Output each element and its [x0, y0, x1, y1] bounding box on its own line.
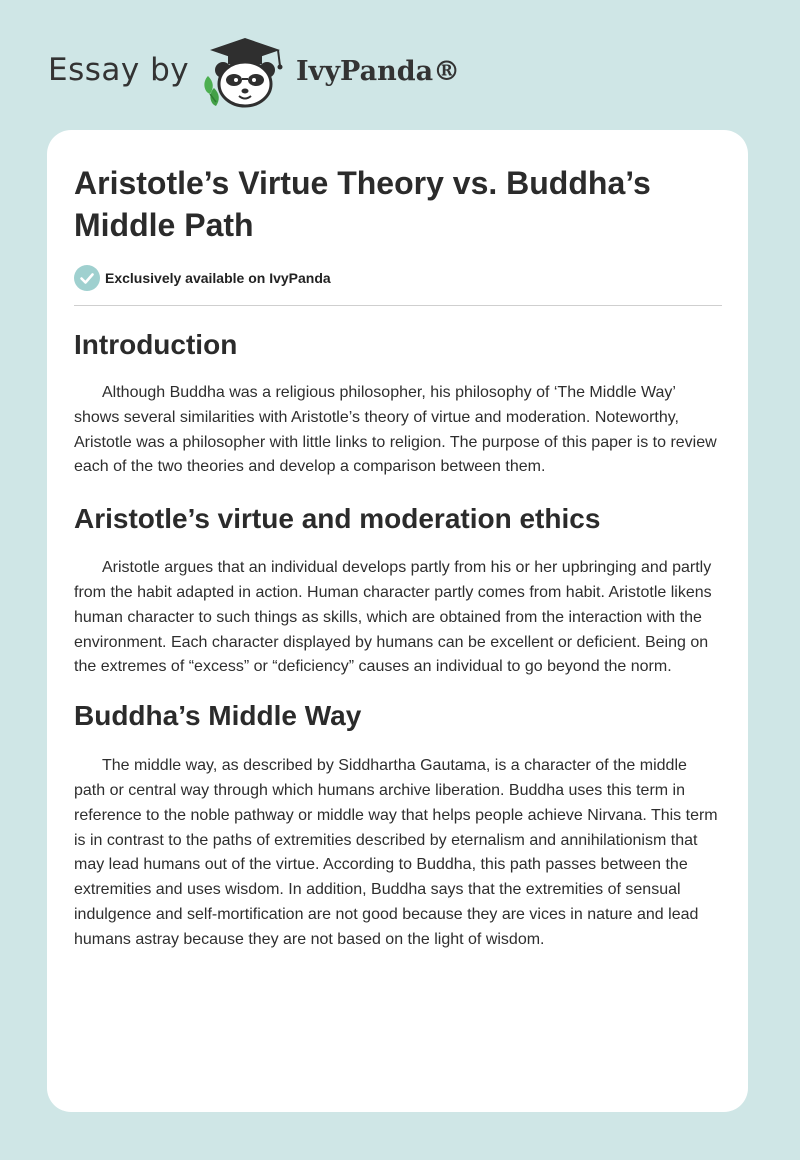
essay-card	[47, 130, 748, 1112]
exclusive-badge	[74, 264, 722, 292]
brand-prefix: Essay by	[48, 52, 190, 88]
site-header	[0, 0, 800, 130]
section-body-introduction: Although Buddha was a religious philosopher, his philosophy of ‘The Middle Way’ shows several similarities with Aristotle’s theory of virtue and moderation. Noteworthy, Aristotle was a philosopher with little links to religion. The purpose of this paper is to review each of the two theories and develop a comparison between them.	[74, 384, 717, 476]
panda-logo-icon[interactable]	[200, 36, 290, 108]
divider	[74, 305, 722, 306]
section-heading-buddha: Buddha’s Middle Way	[74, 700, 362, 732]
section-body-aristotle: Aristotle argues that an individual develops partly from his or her upbringing and partly from the habit adapted in action. Human character partly comes from habit. Aristotle likens human character to such things as skills, which are obtained from the interaction with the environment. Each character displayed by humans can be excellent or deficient. Being on the extremes of “excess” or “deficiency” causes an individual to go beyond the norm.	[74, 559, 712, 676]
section-heading-introduction: Introduction	[74, 329, 238, 360]
badge-text: Exclusively available on IvyPanda	[105, 270, 331, 286]
section-heading-aristotle: Aristotle’s virtue and moderation ethics	[74, 503, 601, 535]
section-body-buddha: The middle way, as described by Siddhartha Gautama, is a character of the middle path or central way through which humans archive liberation. Buddha uses this term in reference to the noble pathway or middle way that helps people achieve Nirvana. This term is in contrast to the paths of extremities described by eternalism and annihilationism that may lead humans out of the virtue. According to Buddha, this path passes between the extremities and uses wisdom. In addition, Buddha says that the extremities of sensual indulgence and self-mortification are not good because they are vices in nature and lead humans astray because they are not based on the light of wisdom.	[74, 757, 718, 948]
check-circle-icon	[74, 265, 100, 291]
brand-name[interactable]: IvyPanda®	[296, 56, 461, 87]
essay-title: Aristotle’s Virtue Theory vs. Buddha’s Middle Path	[74, 165, 651, 243]
